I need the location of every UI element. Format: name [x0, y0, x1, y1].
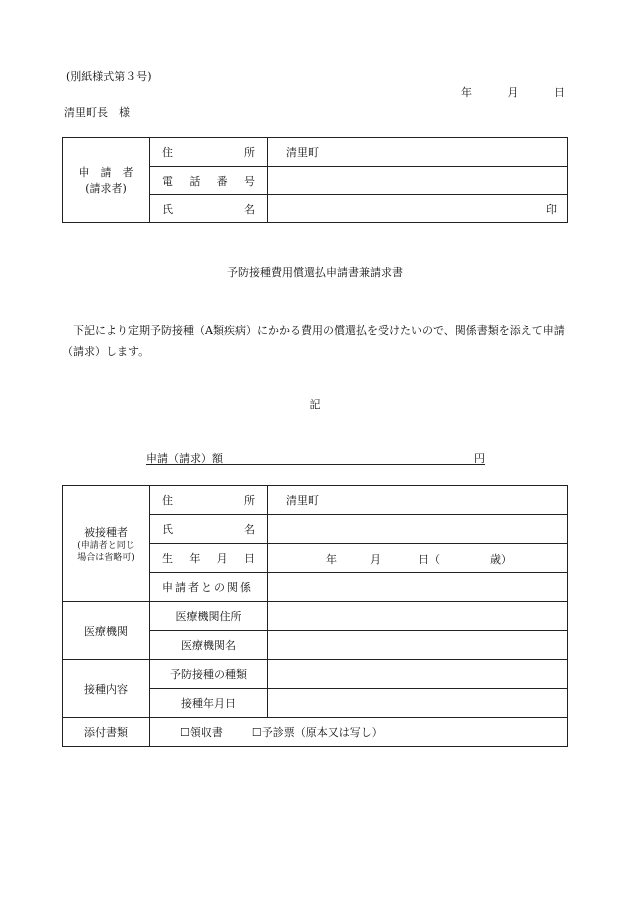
applicant-label-line2: (請求者) [85, 182, 127, 195]
addressee: 清里町長 様 [64, 106, 130, 119]
medical-address-label: 医療機関住所 [150, 602, 268, 631]
seal-mark: 印 [546, 202, 557, 216]
amount-unit: 円 [474, 452, 485, 465]
recipient-name-value[interactable] [268, 515, 568, 544]
applicant-phone-value[interactable] [268, 167, 568, 195]
applicant-table [62, 137, 568, 223]
recipient-note-line1: (申請者と同じ [77, 540, 135, 551]
amount-line [146, 450, 485, 465]
recipient-address-label: 住 所 [150, 486, 268, 515]
medical-name-value[interactable] [268, 631, 568, 660]
birth-month: 月 [370, 553, 381, 566]
details-table [62, 485, 568, 747]
form-number: (別紙様式第３号) [66, 70, 152, 83]
vaccine-type-label: 予防接種の種類 [150, 660, 268, 689]
ki-marker: 記 [309, 398, 321, 411]
applicant-name-value[interactable] [268, 195, 568, 223]
birth-year: 年 [326, 553, 337, 566]
questionnaire-checkbox[interactable]: ☐予診票（原本又は写し） [251, 726, 383, 739]
birth-age: 歳） [490, 553, 512, 566]
applicant-phone-label: 電 話 番 号 [150, 167, 268, 195]
body-text: 下記により定期予防接種（A類疾病）にかかる費用の償還払を受けたいので、関係書類を添えて申請（請求）します。 [62, 324, 565, 358]
recipient-note-line2: 場合は省略可) [77, 552, 135, 563]
vaccination-date-value[interactable] [268, 689, 568, 718]
recipient-name-label: 氏 名 [150, 515, 268, 544]
applicant-address-value[interactable]: 清里町 [268, 138, 568, 167]
document-title: 予防接種費用償還払申請書兼請求書 [227, 266, 403, 279]
date-day: 日 [554, 86, 565, 99]
attachments-value [150, 718, 568, 747]
date-year: 年 [461, 86, 472, 99]
medical-group-label: 医療機関 [63, 602, 150, 660]
birth-day: 日（ [418, 553, 440, 566]
vaccination-date-label: 接種年月日 [150, 689, 268, 718]
recipient-birthdate-value[interactable] [268, 544, 568, 573]
date-month: 月 [507, 86, 519, 99]
amount-label: 申請（請求）額 [146, 452, 223, 465]
medical-name-label: 医療機関名 [150, 631, 268, 660]
vaccination-group-label: 接種内容 [63, 660, 150, 718]
applicant-label-line1: 申 請 者 [78, 166, 134, 179]
recipient-group-label [63, 486, 150, 602]
vaccine-type-value[interactable] [268, 660, 568, 689]
recipient-label: 被接種者 [84, 525, 128, 539]
relation-label: 申請者との関係 [150, 573, 268, 602]
receipt-checkbox[interactable]: ☐領収書 [180, 726, 223, 739]
relation-value[interactable] [268, 573, 568, 602]
recipient-address-value[interactable]: 清里町 [268, 486, 568, 515]
applicant-address-label: 住 所 [150, 138, 268, 167]
medical-address-value[interactable] [268, 602, 568, 631]
attachments-group-label: 添付書類 [63, 718, 150, 747]
date-line [461, 84, 565, 100]
recipient-birthdate-label: 生 年 月 日 [150, 544, 268, 573]
applicant-name-label: 氏 名 [150, 195, 268, 223]
applicant-group-label [63, 138, 150, 223]
